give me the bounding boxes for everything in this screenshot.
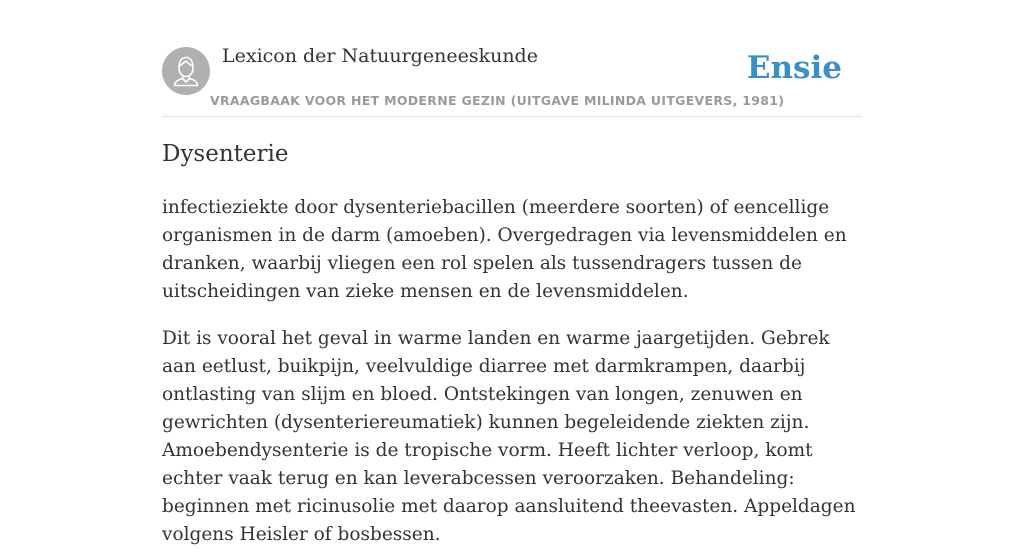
source-title[interactable]: Lexicon der Natuurgeneeskunde xyxy=(222,45,538,67)
user-silhouette-icon xyxy=(162,47,210,95)
source-subtitle: VRAAGBAAK VOOR HET MODERNE GEZIN (UITGAVE MILINDA UITGEVERS, 1981) xyxy=(210,93,785,108)
brand-logo[interactable]: Ensie xyxy=(746,50,842,86)
source-header xyxy=(162,0,862,117)
article xyxy=(162,136,862,549)
article-paragraph: Dit is vooral het geval in warme landen en warme jaargetijden. Gebrek aan eetlust, buikpijn, veelvuldige diarree met darmkrampen, daarbij ontlasting van slijm en bloed. Ontstekingen van longen, zenuwen en gewrichten (dysenteriereumatiek) kunnen begeleidende ziekten zijn. Amoebendysenterie is de tropische vorm. Heeft lichter verloop, komt echter vaak terug en kan leverabcessen veroorzaken. Behandeling: beginnen met ricinusolie met daarop aansluitend theevasten. Appeldagen volgens Heisler of bosbessen. xyxy=(162,328,856,545)
source-avatar[interactable] xyxy=(162,47,210,95)
article-paragraph: infectieziekte door dysenteriebacillen (meerdere soorten) of eencellige organismen in de darm (amoeben). Overgedragen via levensmiddelen en dranken, waarbij vliegen een rol spelen als tussendragers tussen de uitscheidingen van zieke mensen en de levensmiddelen. xyxy=(162,197,847,302)
article-headword: Dysenterie xyxy=(162,141,289,167)
